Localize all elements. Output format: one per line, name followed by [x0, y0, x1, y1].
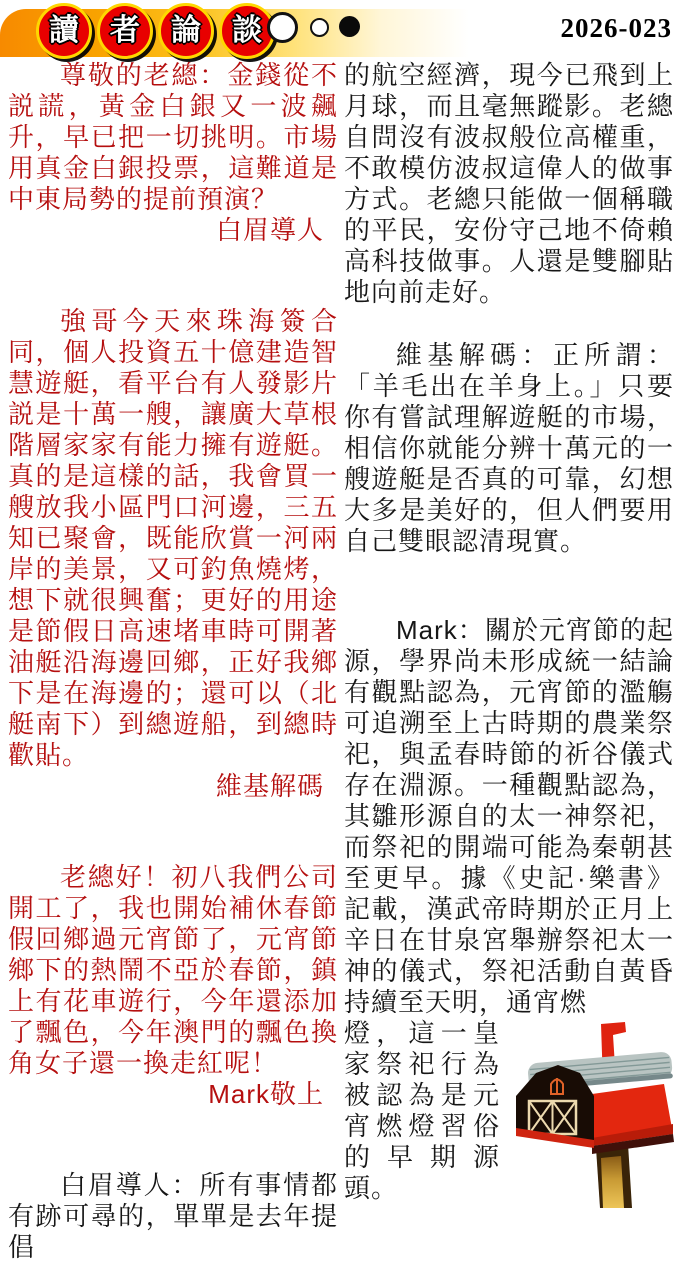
letter-body: 尊敬的老總：金錢從不説謊，黃金白銀又一波飆升，早已把一切挑明。市場用真金白銀投票，這難道是中東局勢的提前預演？ [8, 60, 338, 214]
masthead-badge [158, 3, 214, 59]
letter-body: 老總好！初八我們公司開工了，我也開始補休春節假回鄉過元宵節了，元宵節鄉下的熱鬧不亞於春節，鎮上有花車遊行，今年還添加了飄色，今年澳門的飄色換角女子還一換走紅呢！ [8, 862, 338, 1078]
masthead-badge [36, 3, 92, 59]
masthead-badge [97, 3, 153, 59]
masthead-char: 談 [232, 14, 262, 47]
reply-wrap-area [344, 1018, 674, 1208]
editor-reply: Mark：關於元宵節的起源，學界尚未形成統一結論有觀點認為，元宵節的濫觴可追溯至上古時期的農業祭祀，與孟春時節的祈谷儀式存在淵源。一種觀點認為，其雛形源自的太一神祭祀，而祭祀的開端可能為秦朝甚至更早。據《史記·樂書》記載，漢武帝時期於正月上辛日在甘泉宮舉辦祭祀太一神的儀式，祭祀活動自黃昏持續至天明，通宵燃 [344, 615, 674, 1017]
small-circle-icon [310, 18, 329, 37]
large-circle-icon [267, 12, 298, 43]
mailbox-illustration [504, 1018, 674, 1208]
masthead-char: 者 [110, 14, 140, 47]
letter-body: 強哥今天來珠海簽合同，個人投資五十億建造智慧遊艇，看平台有人發影片説是十萬一艘，讓廣大草根階層家家有能力擁有遊艇。真的是這樣的話，我會買一艘放我小區門口河邊，三五知已聚會，既能欣賞一河兩岸的美景，又可釣魚燒烤，想下就很興奮；更好的用途是節假日高速堵車時可開著油艇沿海邊回鄉，正好我鄉下是在海邊的；還可以（北艇南下）到總遊船，到總時歡貼。 [8, 306, 338, 770]
right-column [344, 60, 674, 1208]
letter-signature: 維基解碼 [215, 771, 324, 801]
barn-mailbox-icon [504, 1018, 674, 1208]
left-column [8, 60, 338, 1263]
masthead-title [36, 3, 275, 59]
editor-reply-tail: 燈，這一皇家祭祀行為被認為是元宵燃燈習俗的早期源頭。 [344, 1018, 500, 1203]
masthead-char: 論 [171, 14, 201, 47]
letter-signature: 白眉導人 [215, 215, 324, 245]
editor-reply: 的航空經濟，現今已飛到上月球，而且毫無蹤影。老總自問沒有波叔般位高權重，不敢模仿波叔這偉人的做事方式。老總只能做一個稱職的平民，安份守己地不倚賴高科技做事。人還是雙腳貼地向前走好。 [344, 60, 674, 307]
editor-reply: 維基解碼：正所謂：「羊毛出在羊身上。」只要你有嘗試理解遊艇的市場，相信你就能分辨十萬元的一艘遊艇是否真的可靠，幻想大多是美好的，但人們要用自己雙眼認清現實。 [344, 340, 674, 556]
black-dot-icon [339, 16, 360, 37]
letter-signature: Mark敬上 [208, 1079, 324, 1109]
masthead-char: 讀 [49, 14, 79, 47]
editor-reply-start: 白眉導人：所有事情都有跡可尋的，單單是去年提倡 [8, 1170, 338, 1262]
issue-number: 2026-023 [560, 13, 672, 43]
